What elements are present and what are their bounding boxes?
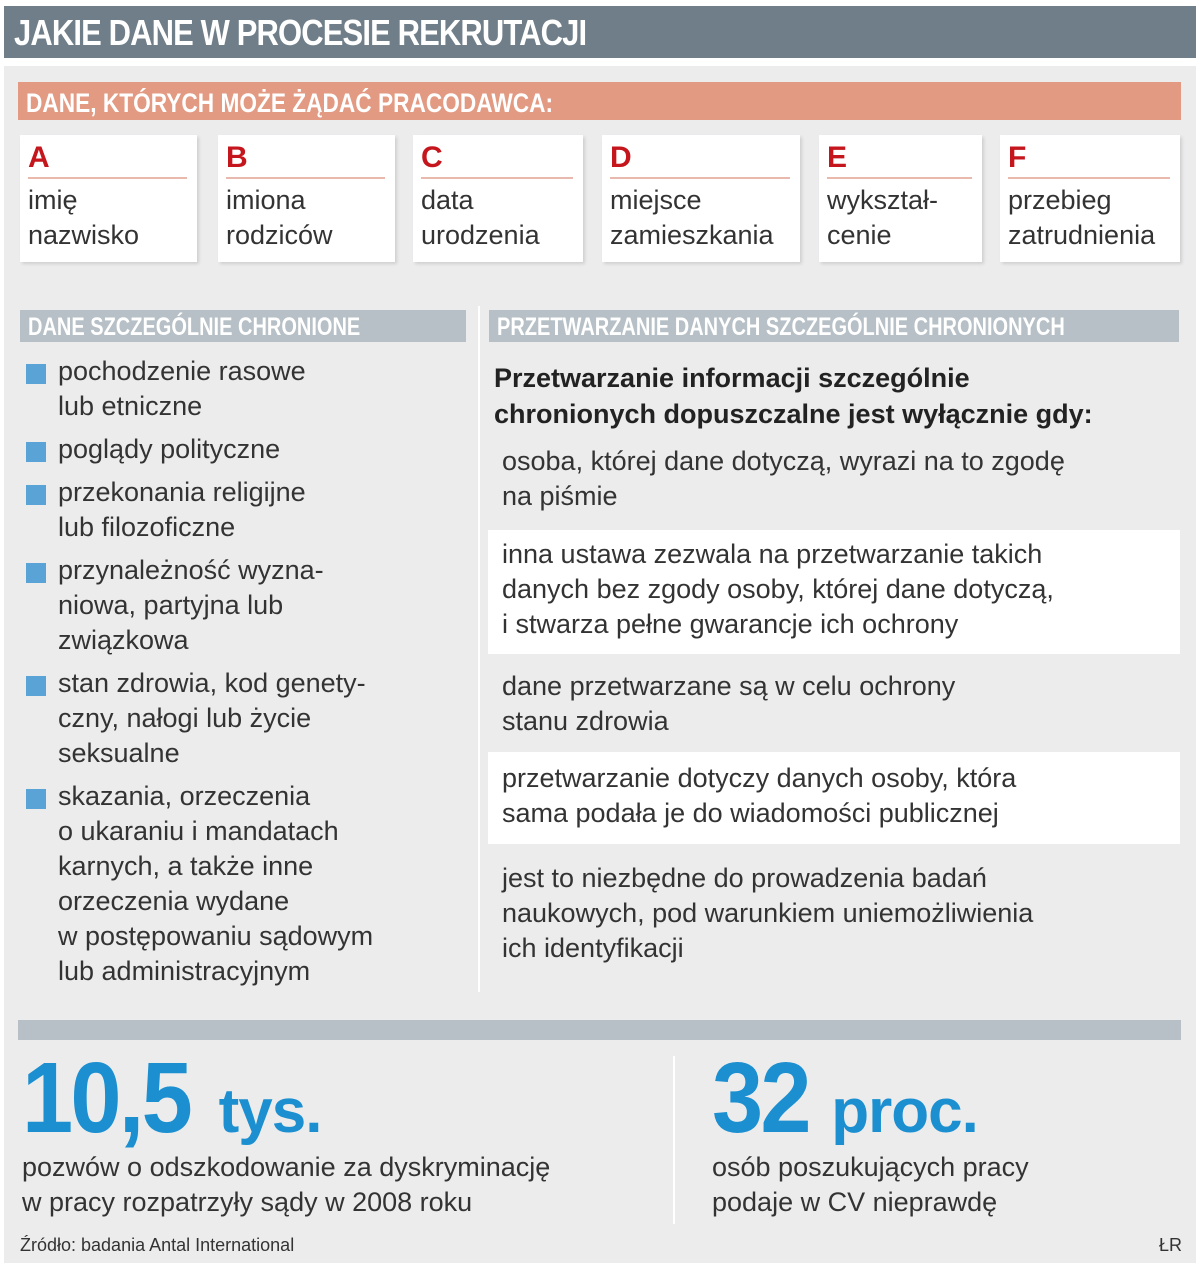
condition-item: dane przetwarzane są w celu ochrony stanu zdrowia (502, 671, 956, 736)
card-text: imiona rodziców (226, 185, 333, 250)
data-card-a (20, 135, 197, 262)
list-item-text: przynależność wyzna- niowa, partyjna lub związkowa (58, 555, 324, 655)
card-letter: E (827, 141, 848, 174)
title-bar (4, 6, 1196, 58)
square-bullet-icon (26, 563, 46, 583)
data-card-b (218, 135, 395, 262)
employer-section-header (18, 82, 1181, 120)
stat-value: 32 (712, 1042, 809, 1154)
data-card-d (602, 135, 800, 262)
card-letter: C (421, 141, 443, 174)
card-text: miejsce zamieszkania (610, 185, 774, 250)
list-item-text: pochodzenie rasowe lub etniczne (58, 356, 306, 421)
card-text: wykształ- cenie (827, 185, 939, 250)
protected-section-title: DANE SZCZEGÓLNIE CHRONIONE (28, 313, 361, 341)
square-bullet-icon (26, 485, 46, 505)
list-item-text: stan zdrowia, kod genety- czny, nałogi lub życie seksualne (58, 668, 366, 768)
square-bullet-icon (26, 676, 46, 696)
data-card-e (819, 135, 982, 262)
card-divider (28, 177, 187, 179)
protected-section-header (20, 310, 466, 342)
stat-unit: tys. (218, 1077, 322, 1146)
square-bullet-icon (26, 789, 46, 809)
card-text: data urodzenia (421, 185, 540, 250)
list-item (26, 354, 466, 424)
list-item (26, 432, 466, 467)
column-divider (478, 306, 480, 992)
card-divider (1008, 177, 1170, 179)
author-initials: ŁR (1158, 1235, 1182, 1255)
condition-item: osoba, której dane dotyczą, wyrazi na to zgodę na piśmie (502, 446, 1065, 511)
card-letter: A (28, 141, 50, 174)
stat-value: 10,5 (22, 1042, 191, 1154)
stat-cv-lies (712, 1042, 1029, 1220)
stat-unit: proc. (831, 1077, 978, 1146)
processing-intro: Przetwarzanie informacji szczególnie chronionych dopuszczalne jest wyłącznie gdy: (494, 363, 1093, 429)
square-bullet-icon (26, 442, 46, 462)
stats-column-divider (673, 1056, 675, 1224)
stat-description: osób poszukujących pracy podaje w CV nieprawdę (712, 1152, 1029, 1217)
list-item-text: skazania, orzeczenia o ukaraniu i mandatach karnych, a także inne orzeczenia wydane w postępowaniu sądowym lub administracyjnym (58, 781, 374, 986)
list-item (26, 779, 466, 989)
source-note: Źródło: badania Antal International (20, 1235, 295, 1255)
card-divider (610, 177, 790, 179)
card-letter: D (610, 141, 632, 174)
protected-data-list (26, 354, 466, 997)
data-card-f (1000, 135, 1180, 262)
condition-item: inna ustawa zezwala na przetwarzanie takich danych bez zgody osoby, której dane dotyczą, i stwarza pełne gwarancje ich ochrony (488, 530, 1180, 654)
processing-section-title: PRZETWARZANIE DANYCH SZCZEGÓLNIE CHRONIONYCH (497, 313, 1065, 341)
condition-item: przetwarzanie dotyczy danych osoby, która sama podała je do wiadomości publicznej (488, 752, 1180, 844)
list-item-text: poglądy polityczne (58, 434, 281, 464)
processing-section-header (489, 310, 1179, 342)
card-divider (226, 177, 385, 179)
stat-lawsuits (22, 1042, 551, 1220)
condition-item: jest to niezbędne do prowadzenia badań naukowych, pod warunkiem uniemożliwienia ich identyfikacji (502, 863, 1034, 963)
list-item (26, 475, 466, 545)
card-divider (827, 177, 972, 179)
employer-section-title: DANE, KTÓRYCH MOŻE ŻĄDAĆ PRACODAWCA: (26, 88, 554, 118)
stats-divider-bar (18, 1020, 1181, 1040)
page-title: JAKIE DANE W PROCESIE REKRUTACJI (14, 12, 587, 53)
list-item (26, 666, 466, 771)
card-letter: B (226, 141, 248, 174)
card-text: imię nazwisko (28, 185, 140, 250)
data-card-c (413, 135, 583, 262)
stat-description: pozwów o odszkodowanie za dyskryminację w pracy rozpatrzyły sądy w 2008 roku (22, 1152, 551, 1217)
card-divider (421, 177, 573, 179)
list-item-text: przekonania religijne lub filozoficzne (58, 477, 306, 542)
square-bullet-icon (26, 364, 46, 384)
card-letter: F (1008, 141, 1027, 174)
card-text: przebieg zatrudnienia (1008, 185, 1156, 250)
list-item (26, 553, 466, 658)
